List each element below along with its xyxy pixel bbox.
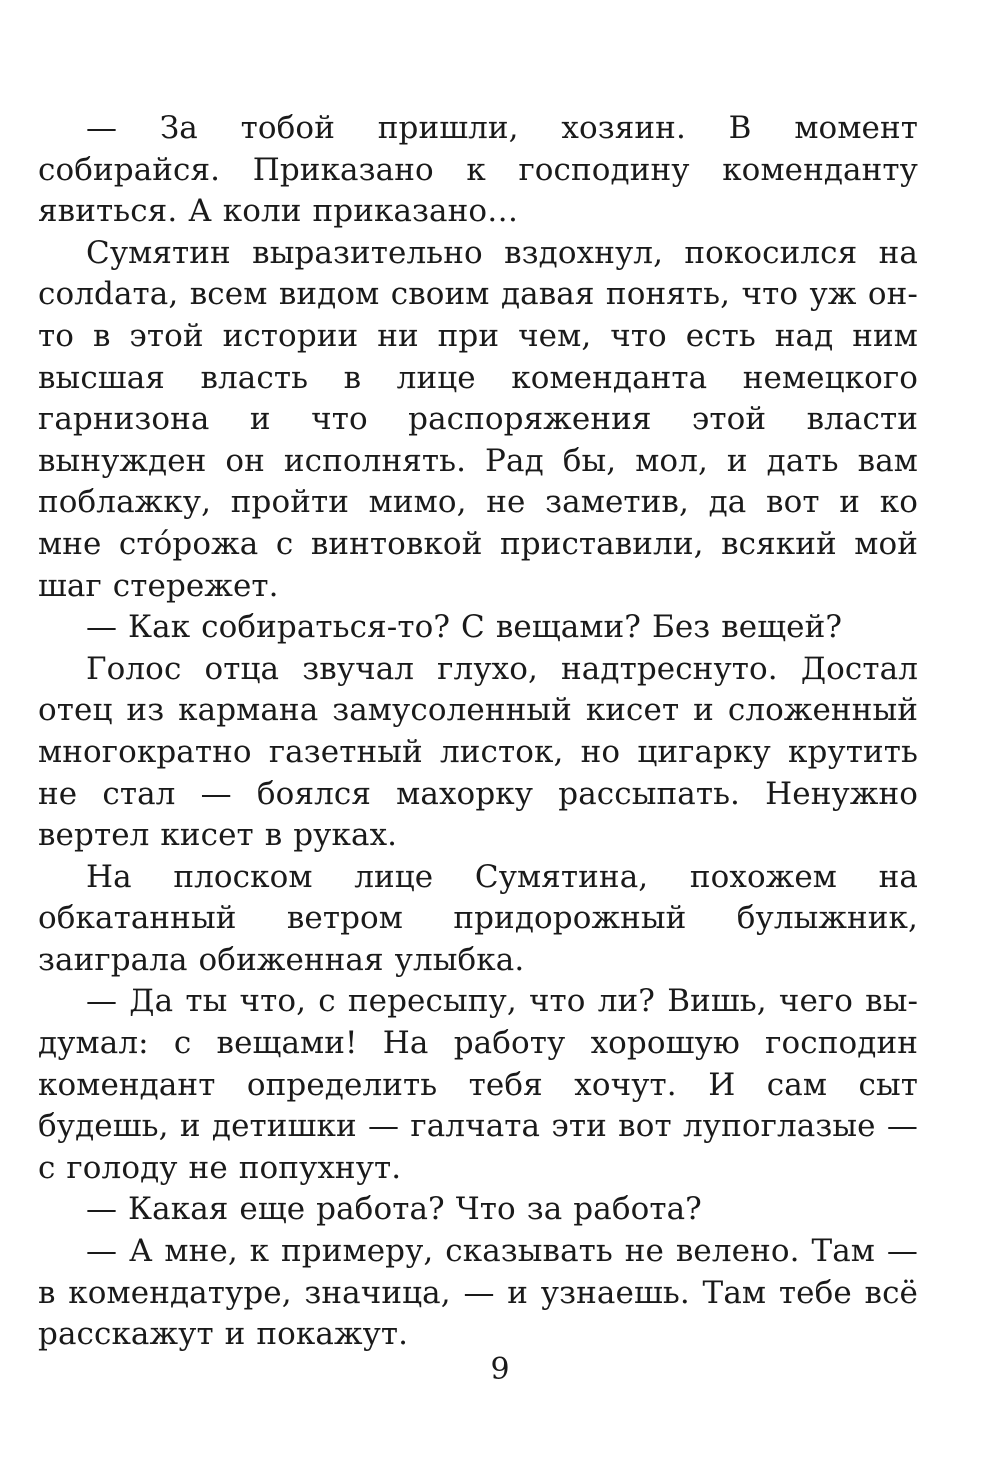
paragraph-7: — Какая еще работа? Что за работа?	[86, 1191, 702, 1228]
paragraph-3: — Как собираться-то? С вещами? Без вещей?	[86, 609, 843, 646]
page-number: 9	[490, 1352, 510, 1387]
paragraph-2: Сумятин выразительно вздохнул, покосился на солdата, всем видом своим давая понять, что уж он-то в этой истории ни при чем, что есть над ним высшая власть в лице коменданта немецкого гарнизона и что распоряжения этой власти вынужден он исполнять. Рад бы, мол, и дать вам поблажку, пройти мимо, не заметив, да вот и ко мне сто́рожа с винтовкой приставили, всякий мой шаг стережет.	[38, 234, 918, 604]
paragraph-8: — А мне, к примеру, сказывать не велено. Там — в комендатуре, значица, — и узнаешь. Там тебе всё расскажут и покажут.	[38, 1233, 918, 1353]
paragraph-1: — За тобой пришли, хозяин. В момент собирайся. Приказано к господину коменданту явиться. А коли приказано…	[38, 110, 918, 230]
body-text	[38, 108, 918, 1356]
paragraph-4: Голос отца звучал глухо, надтреснуто. Достал отец из кармана замусоленный кисет и сложенный многократно газетный листок, но цигарку крутить не стал — боялся махорку рассыпать. Ненужно вертел кисет в руках.	[38, 650, 918, 854]
paragraph-6: — Да ты что, с пересыпу, что ли? Вишь, чего выдумал: с вещами! На работу хорошую господин комендант определить тебя хочут. И сам сыт будешь, и детишки — галчата эти вот лупоглазые — с голоду не попухнут.	[38, 983, 918, 1186]
paragraph-5: На плоском лице Сумятина, похожем на обкатанный ветром придорожный булыжник, заиграла обиженная улыбка.	[38, 858, 918, 978]
